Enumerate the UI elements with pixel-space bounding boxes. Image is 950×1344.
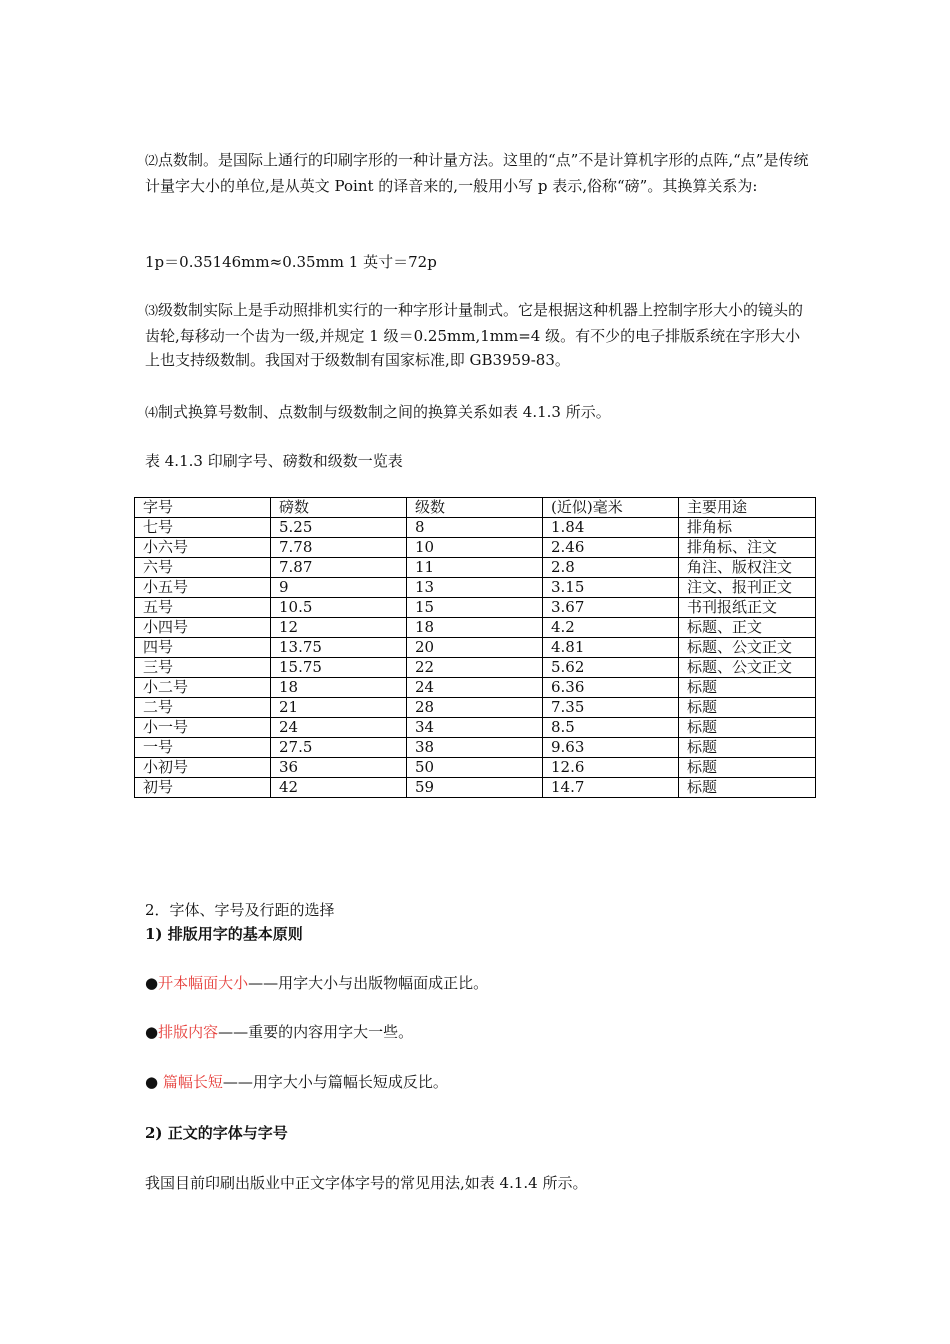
table-cell: 2.46 bbox=[543, 538, 679, 558]
table-cell: 10.5 bbox=[271, 598, 407, 618]
table-cell: 21 bbox=[271, 698, 407, 718]
table-cell: 12 bbox=[271, 618, 407, 638]
table-cell: 6.36 bbox=[543, 678, 679, 698]
table-cell: 15 bbox=[407, 598, 543, 618]
table-cell: 初号 bbox=[135, 778, 271, 798]
bullet-item bbox=[145, 1070, 810, 1094]
paragraph-conversion bbox=[145, 400, 810, 426]
table-cell: 5.62 bbox=[543, 658, 679, 678]
table-cell: 18 bbox=[407, 618, 543, 638]
bullet-icon: ● bbox=[145, 974, 159, 992]
table-cell: 四号 bbox=[135, 638, 271, 658]
section-heading: 2．字体、字号及行距的选择 bbox=[145, 901, 335, 919]
table-cell: 13.75 bbox=[271, 638, 407, 658]
paragraph-text: 点数制。是国际上通行的印刷字形的一种计量方法。这里的“点”不是计算机字形的点阵,“点”是传统计量字大小的单位,是从英文 Point 的译音来的,一般用小写 p 表示,俗称“磅”。其换算关系为: bbox=[145, 151, 809, 195]
table-cell: 14.7 bbox=[543, 778, 679, 798]
table-cell: 标题 bbox=[679, 678, 816, 698]
table-cell: 标题、公文正文 bbox=[679, 638, 816, 658]
table-cell: 42 bbox=[271, 778, 407, 798]
table-cell: 7.78 bbox=[271, 538, 407, 558]
table-row bbox=[135, 578, 816, 598]
font-size-table bbox=[134, 497, 816, 798]
table-cell: 小六号 bbox=[135, 538, 271, 558]
header-cell: 磅数 bbox=[271, 498, 407, 518]
table-row bbox=[135, 638, 816, 658]
table-cell: 36 bbox=[271, 758, 407, 778]
table-cell: 4.2 bbox=[543, 618, 679, 638]
header-cell: (近似)毫米 bbox=[543, 498, 679, 518]
bullet-icon: ● bbox=[145, 1023, 159, 1041]
table-cell: 排角标、注文 bbox=[679, 538, 816, 558]
table-row bbox=[135, 558, 816, 578]
paragraph-text: 级数制实际上是手动照排机实行的一种字形计量制式。它是根据这种机器上控制字形大小的镜头的齿轮,每移动一个齿为一级,并规定 1 级＝0.25mm,1mm=4 级。有不少的电子排版系统在字形大小上也支持级数制。我国对于级数制有国家标准,即 GB3959-83。 bbox=[145, 301, 804, 369]
paragraph-common-usage: 我国目前印刷出版业中正文字体字号的常见用法,如表 4.1.4 所示。 bbox=[145, 1174, 588, 1192]
table-row bbox=[135, 658, 816, 678]
table-cell: 三号 bbox=[135, 658, 271, 678]
table-cell: 小二号 bbox=[135, 678, 271, 698]
table-row bbox=[135, 598, 816, 618]
table-cell: 二号 bbox=[135, 698, 271, 718]
paragraph-level-system bbox=[145, 298, 810, 372]
table-cell: 五号 bbox=[135, 598, 271, 618]
header-cell: 级数 bbox=[407, 498, 543, 518]
table-row bbox=[135, 778, 816, 798]
table-cell: 一号 bbox=[135, 738, 271, 758]
table-cell: 六号 bbox=[135, 558, 271, 578]
subheading-body-font: 2) 正文的字体与字号 bbox=[145, 1124, 288, 1142]
table-cell: 4.81 bbox=[543, 638, 679, 658]
table-cell: 34 bbox=[407, 718, 543, 738]
table-row bbox=[135, 738, 816, 758]
table-cell: 标题 bbox=[679, 698, 816, 718]
header-cell: 字号 bbox=[135, 498, 271, 518]
subheading-principles: 1) 排版用字的基本原则 bbox=[145, 925, 303, 943]
table-cell: 小四号 bbox=[135, 618, 271, 638]
table-caption: 表 4.1.3 印刷字号、磅数和级数一览表 bbox=[145, 452, 403, 470]
table-cell: 7.35 bbox=[543, 698, 679, 718]
table-cell: 59 bbox=[407, 778, 543, 798]
table-cell: 2.8 bbox=[543, 558, 679, 578]
bullet-text: ——用字大小与篇幅长短成反比。 bbox=[222, 1073, 448, 1091]
table-cell: 注文、报刊正文 bbox=[679, 578, 816, 598]
table-cell: 13 bbox=[407, 578, 543, 598]
bullet-keyword: 开本幅面大小 bbox=[158, 974, 249, 992]
table-cell: 15.75 bbox=[271, 658, 407, 678]
table-cell: 9.63 bbox=[543, 738, 679, 758]
paragraph-point-system bbox=[145, 148, 810, 198]
table-cell: 24 bbox=[407, 678, 543, 698]
table-row bbox=[135, 518, 816, 538]
table-cell: 小初号 bbox=[135, 758, 271, 778]
table-cell: 小一号 bbox=[135, 718, 271, 738]
paragraph-text: 制式换算号数制、点数制与级数制之间的换算关系如表 4.1.3 所示。 bbox=[158, 403, 611, 421]
table-cell: 书刊报纸正文 bbox=[679, 598, 816, 618]
table-cell: 标题 bbox=[679, 718, 816, 738]
header-cell: 主要用途 bbox=[679, 498, 816, 518]
table-cell: 3.15 bbox=[543, 578, 679, 598]
table-cell: 20 bbox=[407, 638, 543, 658]
table-cell: 3.67 bbox=[543, 598, 679, 618]
bullet-item bbox=[145, 971, 810, 995]
bullet-icon: ● bbox=[145, 1073, 163, 1091]
table-cell: 标题 bbox=[679, 738, 816, 758]
table-cell: 小五号 bbox=[135, 578, 271, 598]
table-header-row bbox=[135, 498, 816, 518]
table-cell: 排角标 bbox=[679, 518, 816, 538]
table-cell: 28 bbox=[407, 698, 543, 718]
table-cell: 27.5 bbox=[271, 738, 407, 758]
item-marker: ⑶ bbox=[145, 304, 159, 319]
table-cell: 50 bbox=[407, 758, 543, 778]
table-cell: 8 bbox=[407, 518, 543, 538]
bullet-keyword: 排版内容 bbox=[158, 1023, 219, 1041]
table-cell: 标题 bbox=[679, 758, 816, 778]
table-cell: 1.84 bbox=[543, 518, 679, 538]
table-row bbox=[135, 718, 816, 738]
table-cell: 标题、公文正文 bbox=[679, 658, 816, 678]
table-cell: 18 bbox=[271, 678, 407, 698]
table-cell: 标题、正文 bbox=[679, 618, 816, 638]
table-cell: 标题 bbox=[679, 778, 816, 798]
table-row bbox=[135, 698, 816, 718]
table-row bbox=[135, 758, 816, 778]
item-marker: ⑵ bbox=[145, 154, 159, 169]
table-cell: 七号 bbox=[135, 518, 271, 538]
table-cell: 8.5 bbox=[543, 718, 679, 738]
table-cell: 12.6 bbox=[543, 758, 679, 778]
table-cell: 7.87 bbox=[271, 558, 407, 578]
item-marker: ⑷ bbox=[145, 406, 159, 421]
formula-line: 1p＝0.35146mm≈0.35mm 1 英寸＝72p bbox=[145, 253, 437, 271]
table-cell: 22 bbox=[407, 658, 543, 678]
bullet-text: ——重要的内容用字大一些。 bbox=[218, 1023, 414, 1041]
table-cell: 24 bbox=[271, 718, 407, 738]
table-row bbox=[135, 618, 816, 638]
table-cell: 38 bbox=[407, 738, 543, 758]
table-row bbox=[135, 538, 816, 558]
table-cell: 11 bbox=[407, 558, 543, 578]
bullet-keyword: 篇幅长短 bbox=[162, 1073, 223, 1091]
table-cell: 5.25 bbox=[271, 518, 407, 538]
table-cell: 9 bbox=[271, 578, 407, 598]
table-cell: 角注、版权注文 bbox=[679, 558, 816, 578]
table-row bbox=[135, 678, 816, 698]
bullet-text: ——用字大小与出版物幅面成正比。 bbox=[248, 974, 489, 992]
table-cell: 10 bbox=[407, 538, 543, 558]
bullet-item bbox=[145, 1020, 810, 1044]
